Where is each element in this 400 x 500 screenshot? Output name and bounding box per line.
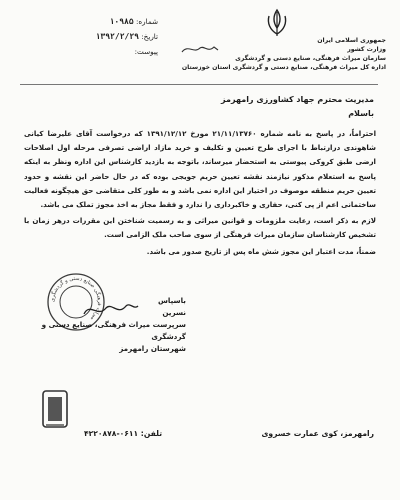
signature-block bbox=[36, 295, 186, 355]
recipient-line: مدیریت محترم جهاد کشاورزی رامهرمز bbox=[221, 95, 374, 104]
heritage-logo-icon bbox=[40, 387, 70, 431]
header-divider bbox=[20, 84, 378, 85]
letter-attachment-label: پیوست: bbox=[134, 47, 158, 56]
signer-title: شهرستان رامهرمز bbox=[119, 344, 186, 353]
letter-number-row bbox=[48, 14, 158, 29]
salutation-block bbox=[221, 93, 374, 121]
footer-phone: تلفن: ۰۶۱۱-۴۲۲۰۸۷۸ bbox=[84, 429, 163, 438]
closing-line: باسپاس bbox=[157, 296, 186, 305]
letter-footer bbox=[84, 428, 374, 440]
stamp-text: میراث فرهنگی صنایع دستی و گردشگری bbox=[49, 275, 103, 322]
letter-body bbox=[24, 127, 376, 259]
org-line: وزارت کشور bbox=[347, 46, 386, 53]
letter-date-label: تاریخ: bbox=[141, 32, 158, 41]
signer-name: نسرین bbox=[162, 308, 186, 317]
letter-meta bbox=[48, 14, 158, 59]
org-line: سازمان میراث فرهنگی، صنایع دستی و گردشگری bbox=[235, 55, 386, 62]
greeting-line: باسلام bbox=[348, 109, 374, 118]
iran-emblem-icon bbox=[264, 8, 290, 38]
letter-date-value: ۱۳۹۲/۲/۲۹ bbox=[95, 32, 139, 41]
letter-date-row bbox=[48, 29, 158, 44]
org-line: جمهوری اسلامی ایران bbox=[317, 37, 386, 44]
header-signature-mark bbox=[180, 42, 220, 56]
signer-title: سرپرست میراث فرهنگی، صنایع دستی و گردشگری bbox=[41, 320, 186, 341]
body-paragraph: لازم به ذکر است، رعایت ملزومات و قوانین میراثی و به رسمیت شناختن این مقررات درهر زمان با تشخیص کارشناسان سازمان میراث فرهنگی از سوی صاحب ملک الزامی است. bbox=[24, 216, 376, 240]
footer-address: رامهرمز، کوی عمارت خسروی bbox=[261, 429, 374, 438]
org-line: اداره کل میراث فرهنگی، صنایع دستی و گردشگری استان خوزستان bbox=[181, 64, 386, 71]
letter-number-label: شماره: bbox=[135, 17, 158, 26]
letter-number-value: ۱۰۹۸۵ bbox=[109, 17, 134, 26]
letter-attachment-row bbox=[48, 44, 158, 59]
body-paragraph: ضمناً، مدت اعتبار این مجوز شش ماه پس از تاریخ صدور می باشد. bbox=[146, 246, 376, 256]
body-paragraph: احتراماً، در پاسخ به نامه شماره ۲۱/۱۱/۱۳۷۶۰ مورخ ۱۳۹۱/۱۲/۱۲ که درخواست آقای علیرضا کیانی شاهوندی درارتباط با اجرای طرح تعیین و تکلیف و خرید مازاد اراضی تصرفی مرحله اول اصلاحات ارضی طبق کروکی پیوستی به استحضار میرساند، باتوجه به بازدید کارشناس این اداره ونظر به اینکه پاسخ به استعلام مذکور نیازمند نقشه تعیین حریم جویجی بوده که در حال حاضر این نقشه و حدود تعیین حریم منطقه موصوف در اختیار این اداره نمی باشد و به طور کلی متقاضی حق هیچگونه فعالیت ساختمانی اعم از پی کنی، حفاری و خاکبرداری را ندارد و فقط مجاز به اخذ مجوز تملک می باشد. bbox=[24, 129, 377, 210]
